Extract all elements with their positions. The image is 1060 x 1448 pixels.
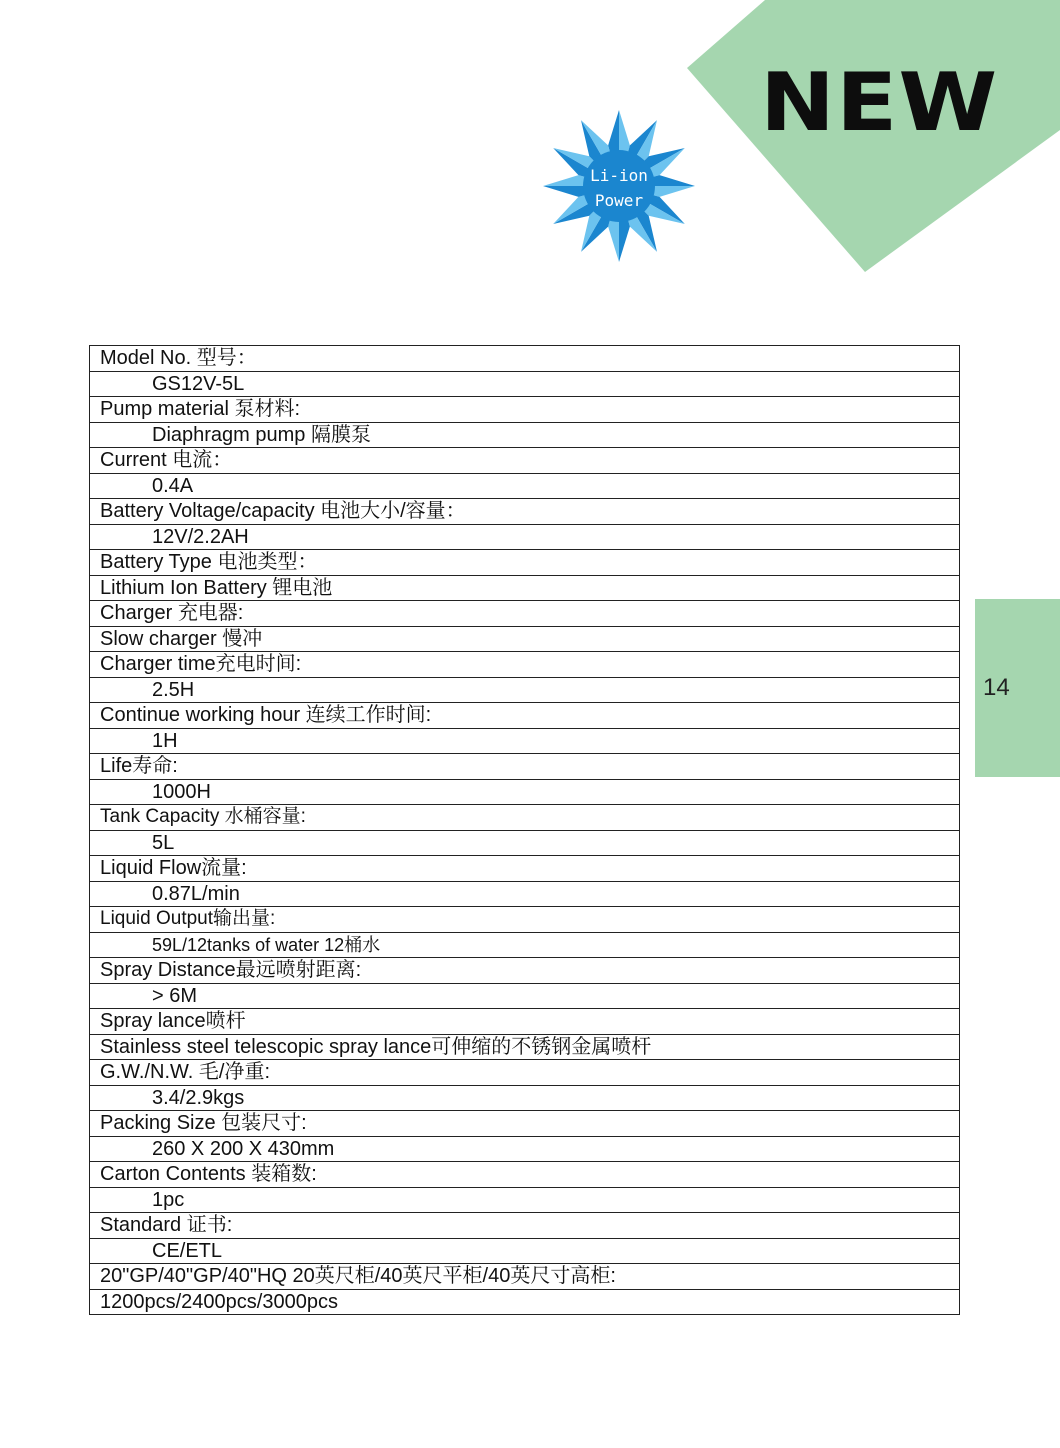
corner-banner [0, 0, 1060, 300]
spec-label: Life寿命: [90, 754, 960, 780]
spec-label: Current 电流： [90, 448, 960, 474]
spec-label-row [90, 601, 960, 627]
spec-value-row [90, 575, 960, 601]
spec-value: CE/ETL [90, 1238, 960, 1264]
logo-text-line2: Power [594, 191, 644, 210]
spec-label-row [90, 856, 960, 882]
spec-value: GS12V-5L [90, 371, 960, 397]
spec-label-row [90, 1162, 960, 1188]
spec-value-row [90, 1136, 960, 1162]
spec-value-row [90, 371, 960, 397]
spec-value: 0.87L/min [90, 881, 960, 907]
spec-label-row [90, 703, 960, 729]
spec-value: Diaphragm pump 隔膜泵 [90, 422, 960, 448]
spec-value-row [90, 932, 960, 958]
spec-label: Liquid Flow流量: [90, 856, 960, 882]
spec-label: Liquid Output输出量: [90, 907, 960, 933]
spec-label: Spray Distance最远喷射距离: [90, 958, 960, 984]
spec-value-row [90, 1085, 960, 1111]
spec-label-row [90, 1213, 960, 1239]
li-ion-power-logo [543, 110, 695, 262]
spec-label-row [90, 652, 960, 678]
spec-value: 12V/2.2AH [90, 524, 960, 550]
spec-label-row [90, 550, 960, 576]
spec-label: Continue working hour 连续工作时间: [90, 703, 960, 729]
spec-value-row [90, 524, 960, 550]
spec-label: Tank Capacity 水桶容量: [90, 805, 960, 831]
spec-value-row [90, 779, 960, 805]
spec-label: Packing Size 包装尺寸: [90, 1111, 960, 1137]
spec-value-row [90, 728, 960, 754]
spec-label: Spray lance喷杆 [90, 1009, 960, 1035]
spec-value: 2.5H [90, 677, 960, 703]
spec-value-row [90, 1289, 960, 1315]
spec-table [89, 345, 960, 1315]
spec-value: 1000H [90, 779, 960, 805]
spec-value: Slow charger 慢冲 [90, 626, 960, 652]
new-label: NEW [760, 56, 999, 149]
spec-value-row [90, 677, 960, 703]
spec-value: 1200pcs/2400pcs/3000pcs [90, 1289, 960, 1315]
spec-value: 260 X 200 X 430mm [90, 1136, 960, 1162]
spec-value: Stainless steel telescopic spray lance可伸缩的不锈钢金属喷杆 [90, 1034, 960, 1060]
spec-label-row [90, 1009, 960, 1035]
spec-value: 5L [90, 830, 960, 856]
spec-value-row [90, 1238, 960, 1264]
spec-label-row [90, 1060, 960, 1086]
spec-value-row [90, 1187, 960, 1213]
spec-value: 1pc [90, 1187, 960, 1213]
spec-label: Charger 充电器: [90, 601, 960, 627]
spec-label-row [90, 907, 960, 933]
spec-value-row [90, 626, 960, 652]
spec-label-row [90, 958, 960, 984]
spec-label-row [90, 754, 960, 780]
spec-value: Lithium Ion Battery 锂电池 [90, 575, 960, 601]
spec-value-row [90, 983, 960, 1009]
spec-label: Standard 证书: [90, 1213, 960, 1239]
spec-label-row [90, 397, 960, 423]
spec-value-row [90, 473, 960, 499]
spec-value-row [90, 1034, 960, 1060]
logo-center-circle [583, 150, 655, 222]
spec-value: 59L/12tanks of water 12桶水 [90, 932, 960, 958]
logo-text-line1: Li-ion [590, 166, 648, 185]
spec-label-row [90, 1264, 960, 1290]
spec-label-row [90, 805, 960, 831]
spec-label: Carton Contents 装箱数: [90, 1162, 960, 1188]
spec-label-row [90, 346, 960, 372]
spec-value: 0.4A [90, 473, 960, 499]
spec-label: Battery Voltage/capacity 电池大小/容量： [90, 499, 960, 525]
spec-value-row [90, 830, 960, 856]
spec-label: 20"GP/40"GP/40"HQ 20英尺柜/40英尺平柜/40英尺寸高柜: [90, 1264, 960, 1290]
spec-value-row [90, 422, 960, 448]
page-number: 14 [983, 674, 1010, 701]
spec-label: Model No. 型号： [90, 346, 960, 372]
spec-label: G.W./N.W. 毛/净重: [90, 1060, 960, 1086]
spec-value: 1H [90, 728, 960, 754]
spec-label: Pump material 泵材料: [90, 397, 960, 423]
spec-label: Battery Type 电池类型： [90, 550, 960, 576]
spec-label-row [90, 499, 960, 525]
spec-value-row [90, 881, 960, 907]
spec-label-row [90, 1111, 960, 1137]
spec-label-row [90, 448, 960, 474]
spec-label: Charger time充电时间: [90, 652, 960, 678]
spec-value: > 6M [90, 983, 960, 1009]
spec-value: 3.4/2.9kgs [90, 1085, 960, 1111]
